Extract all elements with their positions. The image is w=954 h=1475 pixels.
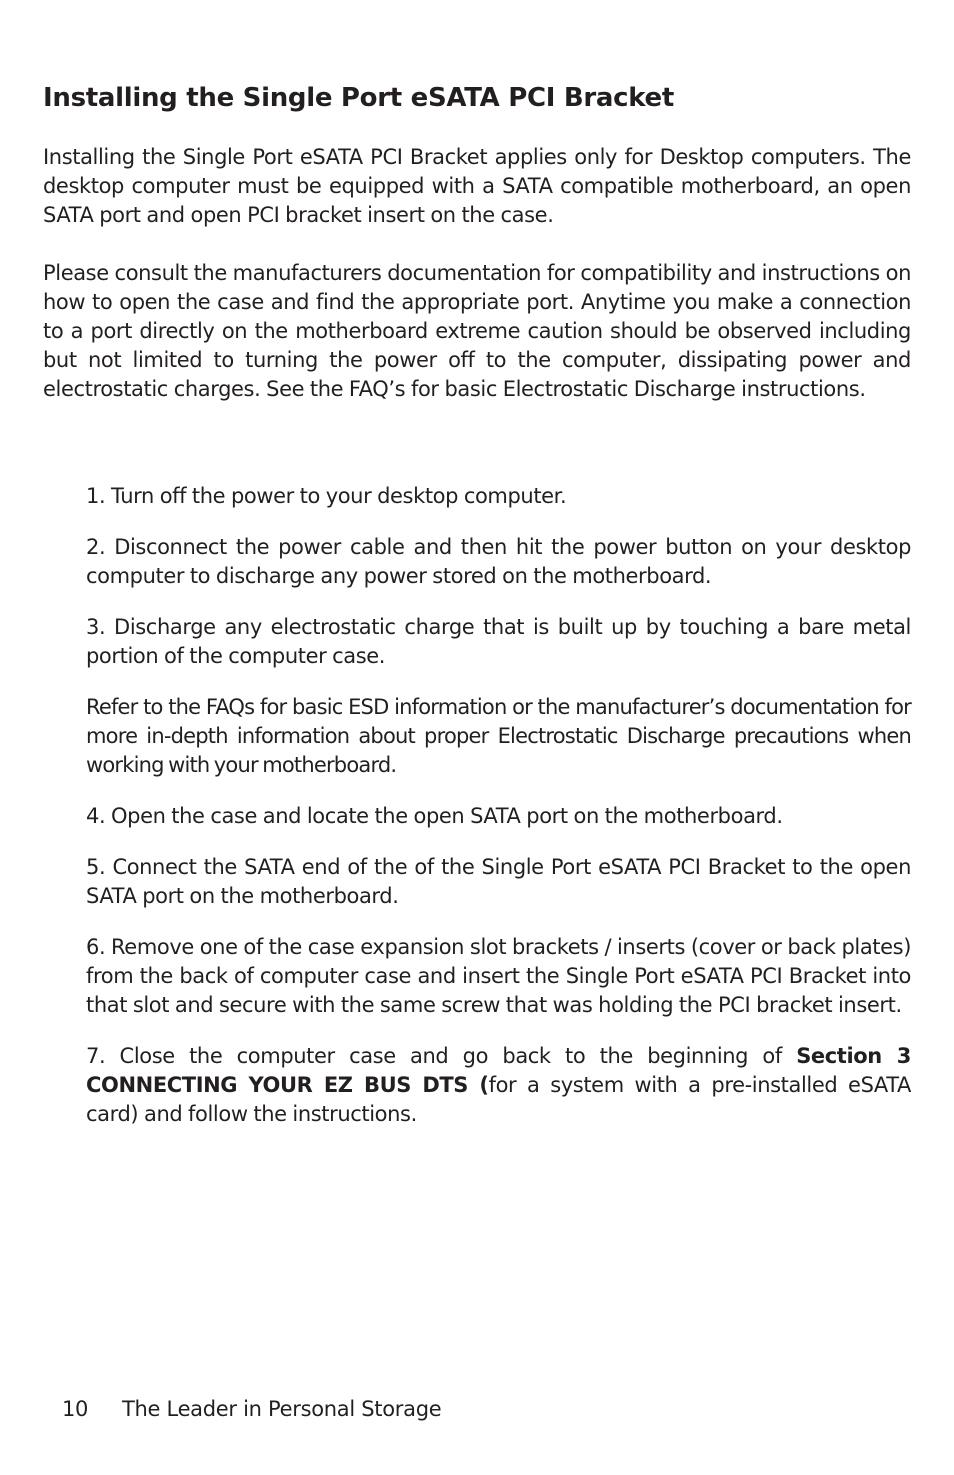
step-1: 1. Turn off the power to your desktop computer. xyxy=(86,484,567,508)
footer-tagline: The Leader in Personal Storage xyxy=(122,1397,442,1421)
step-7-text-end: for a system with a pre-installed eSATA card) and follow the instructions. xyxy=(86,1073,911,1126)
step-7-text-start: 7. Close the computer case and go back to the beginning of xyxy=(86,1044,797,1068)
page-number: 10 xyxy=(62,1397,89,1421)
intro-paragraph: Installing the Single Port eSATA PCI Bracket applies only for Desktop computers. The desktop computer must be equipped with a SATA compatible motherboard, an open SATA port and open PCI bracket insert on the case. xyxy=(43,145,911,227)
step-3: 3. Discharge any electrostatic charge that is built up by touching a bare metal portion of the computer case. xyxy=(86,615,911,668)
step-7-section-reference: Section 3 CONNECTING YOUR EZ BUS DTS ( xyxy=(86,1044,911,1097)
caution-paragraph: Please consult the manufacturers documentation for compatibility and instructions on how to open the case and find the appropriate port. Anytime you make a connection to a port directly on the motherboard extreme caution should be observed including but not limited to turning the power off to the computer, dissipating power and electrostatic charges. See the FAQ’s for basic Electrostatic Discharge instructions. xyxy=(43,261,911,401)
instruction-steps xyxy=(86,482,911,1151)
step-4: 4. Open the case and locate the open SATA port on the motherboard. xyxy=(86,804,783,828)
step-5: 5. Connect the SATA end of the of the Single Port eSATA PCI Bracket to the open SATA port on the motherboard. xyxy=(86,855,911,908)
step-7 xyxy=(86,1042,911,1129)
page-title: Installing the Single Port eSATA PCI Bracket xyxy=(43,83,675,113)
step-6: 6. Remove one of the case expansion slot brackets / inserts (cover or back plates) from the back of computer case and insert the Single Port eSATA PCI Bracket into that slot and secure with the same screw that was holding the PCI bracket insert. xyxy=(86,935,911,1017)
page-footer xyxy=(62,1394,441,1424)
esd-note: Refer to the FAQs for basic ESD information or the manufacturer’s documentation for more in-depth information about proper Electrostatic Discharge precautions when working with your motherboard. xyxy=(86,695,911,777)
step-2: 2. Disconnect the power cable and then hit the power button on your desktop computer to discharge any power stored on the motherboard. xyxy=(86,535,911,588)
